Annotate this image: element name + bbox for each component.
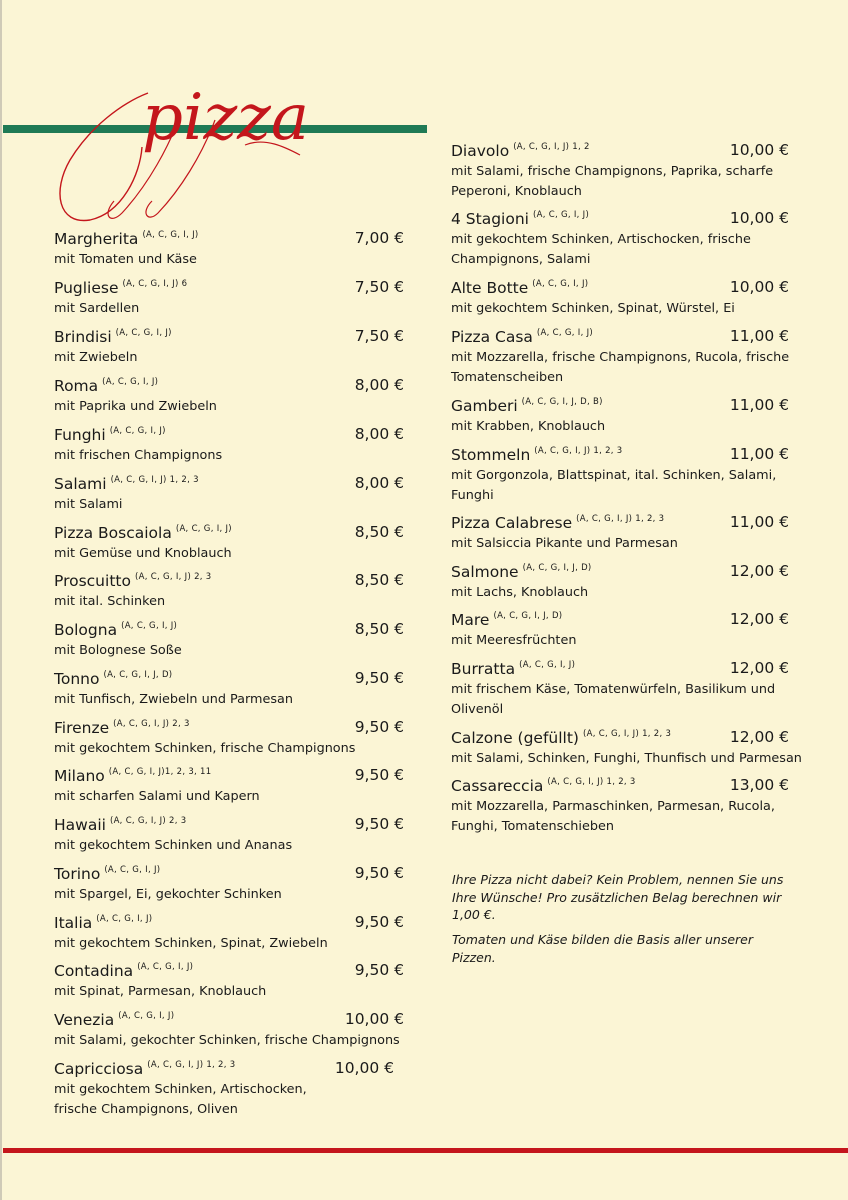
item-allergen-codes: (A, C, G, I, J, D) (493, 611, 563, 621)
item-name: Italia (54, 914, 93, 932)
item-name: Cassareccia (451, 777, 544, 795)
item-price: 7,50 € (354, 278, 404, 296)
menu-item (451, 445, 789, 506)
item-allergen-codes: (A, C, G, I, J) 1, 2 (513, 142, 590, 152)
item-name: Calzone (gefüllt) (451, 729, 579, 747)
item-name: Torino (54, 865, 101, 883)
item-allergen-codes: (A, C, G, I, J, D, B) (521, 397, 603, 407)
menu-item (451, 610, 811, 651)
item-description: mit Spinat, Parmesan, Knoblauch (54, 984, 267, 999)
menu-item (54, 376, 414, 417)
item-price: 7,50 € (354, 327, 404, 345)
item-name: Alte Botte (451, 279, 529, 297)
item-name: Salami (54, 475, 107, 493)
item-name: Diavolo (451, 142, 510, 160)
item-price: 10,00 € (729, 141, 789, 159)
item-allergen-codes: (A, C, G, I, J) (109, 426, 166, 436)
menu-item (54, 913, 414, 954)
item-description: mit Sardellen (54, 301, 140, 316)
item-allergen-codes: (A, C, G, I, J) (115, 328, 172, 338)
item-price: 12,00 € (729, 659, 789, 677)
item-description: mit Gorgonzola, Blattspinat, ital. Schinken, Salami, Funghi (451, 468, 777, 503)
item-description: mit Tunfisch, Zwiebeln und Parmesan (54, 692, 293, 707)
menu-item (54, 815, 414, 856)
page-edge (0, 0, 2, 1200)
item-price: 11,00 € (729, 327, 789, 345)
menu-item (451, 141, 788, 202)
item-description: mit Zwiebeln (54, 350, 138, 365)
item-name: Salmone (451, 563, 519, 581)
red-footer-bar (3, 1148, 848, 1153)
item-description: mit gekochtem Schinken, frische Champignons (54, 741, 356, 756)
item-price: 10,00 € (729, 278, 789, 296)
item-description: mit Lachs, Knoblauch (451, 585, 589, 600)
item-description: mit Tomaten und Käse (54, 252, 197, 267)
item-name: 4 Stagioni (451, 210, 529, 228)
item-allergen-codes: (A, C, G, I, J) 2, 3 (134, 572, 212, 582)
item-allergen-codes: (A, C, G, I, J) 2, 3 (109, 816, 187, 826)
item-price: 8,00 € (354, 376, 404, 394)
item-name: Pizza Casa (451, 328, 533, 346)
item-description: mit gekochtem Schinken, Spinat, Würstel, Ei (451, 301, 735, 316)
item-description: mit Mozzarella, frische Champignons, Rucola, frische Tomatenscheiben (451, 350, 790, 385)
menu-item (451, 728, 821, 769)
item-description: mit gekochtem Schinken, Artischocken, frische Champignons, Oliven (54, 1082, 307, 1117)
pizza-script-title (30, 75, 320, 235)
item-name: Milano (54, 767, 105, 785)
item-allergen-codes: (A, C, G, I, J) (104, 865, 161, 875)
item-allergen-codes: (A, C, G, I, J) (118, 1011, 175, 1021)
item-name: Brindisi (54, 328, 112, 346)
item-allergen-codes: (A, C, G, I, J) (532, 210, 590, 220)
item-description: mit scharfen Salami und Kapern (54, 789, 260, 804)
item-price: 9,50 € (354, 961, 404, 979)
item-price: 9,50 € (354, 815, 404, 833)
item-price: 11,00 € (729, 445, 789, 463)
item-price: 8,50 € (354, 523, 404, 541)
item-description: mit Meeresfrüchten (451, 633, 577, 648)
menu-item (451, 659, 789, 720)
item-name: Mare (451, 611, 490, 629)
item-description: mit Gemüse und Knoblauch (54, 546, 232, 561)
item-price: 11,00 € (729, 396, 789, 414)
menu-item (54, 864, 414, 905)
item-name: Stommeln (451, 446, 531, 464)
item-allergen-codes: (A, C, G, I, J) (175, 524, 232, 534)
item-name: Capricciosa (54, 1060, 144, 1078)
item-price: 9,50 € (354, 766, 404, 784)
item-price: 12,00 € (729, 728, 789, 746)
item-price: 8,50 € (354, 620, 404, 638)
basis-note: Tomaten und Käse bilden die Basis aller unserer Pizzen. (452, 932, 754, 965)
item-description: mit Bolognese Soße (54, 643, 182, 658)
item-allergen-codes: (A, C, G, I, J) (536, 328, 594, 338)
item-description: mit Salsiccia Pikante und Parmesan (451, 536, 678, 551)
item-description: mit gekochtem Schinken, Spinat, Zwiebeln (54, 936, 328, 951)
item-allergen-codes: (A, C, G, I, J) (96, 914, 153, 924)
menu-item (451, 776, 791, 837)
item-name: Venezia (54, 1011, 115, 1029)
item-allergen-codes: (A, C, G, I, J) (142, 230, 199, 240)
menu-item (54, 523, 414, 564)
item-description: mit Salami, gekochter Schinken, frische Champignons (54, 1033, 400, 1048)
item-price: 10,00 € (344, 1010, 404, 1028)
item-price: 10,00 € (334, 1059, 394, 1077)
item-allergen-codes: (A, C, G, I, J) (519, 660, 576, 670)
item-allergen-codes: (A, C, G, I, J) 1, 2, 3 (582, 729, 672, 739)
menu-item (54, 571, 414, 612)
item-description: mit Salami (54, 497, 123, 512)
item-price: 11,00 € (729, 513, 789, 531)
item-price: 8,50 € (354, 571, 404, 589)
menu-item (54, 474, 414, 515)
item-name: Gamberi (451, 397, 518, 415)
item-allergen-codes: (A, C, G, I, J, D) (522, 563, 592, 573)
item-allergen-codes: (A, C, G, I, J) 1, 2, 3 (547, 777, 636, 787)
menu-item (451, 327, 796, 388)
menu-item (54, 1059, 394, 1120)
menu-item (54, 327, 414, 368)
item-description: mit Salami, frische Champignons, Paprika, scharfe Peperoni, Knoblauch (451, 164, 774, 199)
item-price: 10,00 € (729, 209, 789, 227)
item-description: mit gekochtem Schinken, Artischocken, frische Champignons, Salami (451, 232, 751, 267)
item-allergen-codes: (A, C, G, I, J)1, 2, 3, 11 (108, 767, 212, 777)
item-price: 12,00 € (729, 610, 789, 628)
item-name: Funghi (54, 426, 106, 444)
item-description: mit Mozzarella, Parmaschinken, Parmesan, Rucola, Funghi, Tomatenschieben (451, 799, 775, 834)
item-price: 7,00 € (354, 229, 404, 247)
item-allergen-codes: (A, C, G, I, J) (137, 962, 194, 972)
item-price: 8,00 € (354, 474, 404, 492)
menu-item (451, 562, 811, 603)
item-allergen-codes: (A, C, G, I, J) 1, 2, 3 (534, 446, 623, 456)
item-name: Pizza Boscaiola (54, 524, 172, 542)
item-allergen-codes: (A, C, G, I, J) 2, 3 (113, 719, 190, 729)
item-description: mit Paprika und Zwiebeln (54, 399, 217, 414)
item-allergen-codes: (A, C, G, I, J) 1, 2, 3 (110, 475, 199, 485)
item-description: mit Krabben, Knoblauch (451, 419, 606, 434)
item-allergen-codes: (A, C, G, I, J) 1, 2, 3 (576, 514, 665, 524)
menu-item (54, 766, 414, 807)
item-price: 9,50 € (354, 718, 404, 736)
item-name: Bologna (54, 621, 118, 639)
item-name: Roma (54, 377, 99, 395)
item-price: 9,50 € (354, 913, 404, 931)
item-name: Pugliese (54, 279, 119, 297)
menu-item (451, 513, 811, 554)
item-allergen-codes: (A, C, G, I, J) (532, 279, 589, 289)
menu-item (54, 718, 414, 759)
item-name: Burratta (451, 660, 516, 678)
item-name: Proscuitto (54, 572, 131, 590)
item-allergen-codes: (A, C, G, I, J) 6 (122, 279, 188, 289)
item-description: mit frischem Käse, Tomatenwürfeln, Basilikum und Olivenöl (451, 682, 776, 717)
menu-item (451, 396, 811, 437)
extra-topping-note: Ihre Pizza nicht dabei? Kein Problem, nennen Sie uns Ihre Wünsche! Pro zusätzlichen Belag berechnen wir 1,00 €. (452, 872, 784, 922)
item-name: Contadina (54, 962, 134, 980)
item-price: 13,00 € (729, 776, 789, 794)
item-description: mit ital. Schinken (54, 594, 166, 609)
item-description: mit Salami, Schinken, Funghi, Thunfisch und Parmesan (451, 751, 802, 766)
menu-item (54, 229, 414, 270)
item-price: 9,50 € (354, 669, 404, 687)
item-allergen-codes: (A, C, G, I, J, D) (103, 670, 173, 680)
menu-item (54, 620, 414, 661)
item-allergen-codes: (A, C, G, I, J) (102, 377, 159, 387)
item-price: 12,00 € (729, 562, 789, 580)
item-name: Firenze (54, 719, 110, 737)
item-name: Margherita (54, 230, 139, 248)
menu-item (54, 425, 414, 466)
menu-item (54, 669, 414, 710)
item-name: Hawaii (54, 816, 106, 834)
item-allergen-codes: (A, C, G, I, J) 1, 2, 3 (147, 1060, 236, 1070)
item-allergen-codes: (A, C, G, I, J) (121, 621, 178, 631)
menu-item (54, 278, 414, 319)
menu-item (54, 961, 414, 1002)
item-price: 9,50 € (354, 864, 404, 882)
item-description: mit gekochtem Schinken und Ananas (54, 838, 293, 853)
menu-item (451, 209, 789, 270)
item-price: 8,00 € (354, 425, 404, 443)
item-description: mit frischen Champignons (54, 448, 223, 463)
title-text: pizza (142, 81, 310, 155)
item-name: Pizza Calabrese (451, 514, 573, 532)
menu-item (54, 1010, 414, 1051)
item-description: mit Spargel, Ei, gekochter Schinken (54, 887, 282, 902)
item-name: Tonno (54, 670, 100, 688)
menu-item (451, 278, 811, 319)
